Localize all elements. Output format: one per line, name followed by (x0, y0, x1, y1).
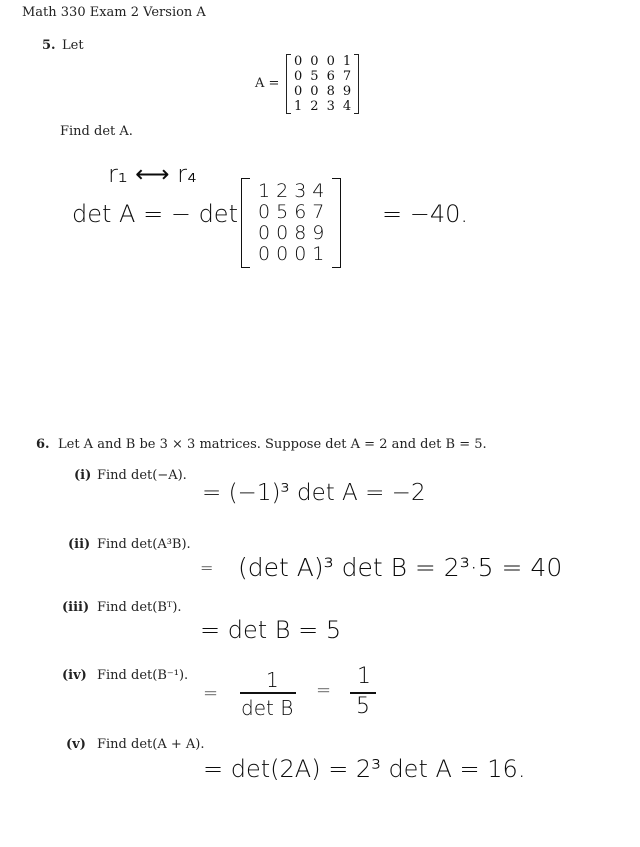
part-iii-answer: = det B = 5 (200, 616, 342, 644)
part-iii-question: Find det(Bᵀ). (97, 600, 182, 615)
handwritten-matrix-row (255, 223, 327, 244)
problem-6-intro: Let A and B be 3 × 3 matrices. Suppose det A = 2 and det B = 5. (58, 437, 487, 452)
part-i-label: (i) (74, 468, 92, 483)
part-ii-answer: (det A)³ det B = 2³·5 = 40 (238, 553, 563, 582)
matrix-a-label: A = (255, 76, 280, 91)
handwritten-matrix-entry: 5 (276, 201, 289, 223)
matrix-a-entry: 1 (342, 54, 352, 69)
matrix-a-entry: 3 (326, 99, 335, 114)
part-iv-numerator: 1 (266, 668, 279, 692)
matrix-a-entry: 1 (294, 99, 303, 114)
matrix-a-entry: 2 (310, 99, 319, 114)
handwritten-matrix-entry: 6 (294, 201, 307, 223)
part-iv-result-numerator: 1 (357, 664, 371, 689)
matrix-a-entry: 0 (326, 54, 335, 69)
row-swap-note: r₁ ⟷ r₄ (108, 160, 197, 188)
handwritten-matrix-entry: 3 (294, 180, 307, 202)
det-a-result: = −40. (382, 200, 469, 228)
part-ii-label: (ii) (68, 537, 91, 552)
matrix-a-entry: 0 (310, 54, 319, 69)
part-iv-equals: = (203, 683, 219, 704)
handwritten-matrix-entry: 4 (312, 180, 325, 202)
matrix-a-entry: 0 (310, 84, 319, 99)
handwritten-matrix-row (255, 244, 327, 265)
handwritten-matrix-entry: 1 (312, 243, 325, 265)
handwritten-matrix-entry: 0 (258, 243, 271, 265)
matrix-a-entry: 0 (294, 84, 303, 99)
handwritten-matrix-row (255, 181, 327, 202)
part-iv-result-denominator: 5 (356, 694, 370, 719)
handwritten-matrix-entry: 0 (258, 222, 271, 244)
handwritten-matrix-entry: 2 (276, 180, 289, 202)
part-v-question: Find det(A + A). (97, 737, 205, 752)
part-iv-question: Find det(B⁻¹). (97, 668, 189, 683)
handwritten-matrix-row (255, 202, 327, 223)
part-i-answer: = (−1)³ det A = −2 (202, 480, 426, 506)
part-ii-equals: = (200, 558, 214, 577)
matrix-a-row (290, 99, 355, 114)
matrix-a (286, 54, 359, 114)
matrix-a-entry: 8 (326, 84, 335, 99)
part-v-answer: = det(2A) = 2³ det A = 16. (203, 755, 526, 783)
problem-5-number: 5. (42, 38, 56, 53)
part-iii-label: (iii) (62, 600, 90, 615)
part-iv-label: (iv) (62, 668, 87, 683)
matrix-a-row (290, 84, 355, 99)
matrix-a-entry: 7 (342, 69, 352, 84)
matrix-a-row (290, 69, 355, 84)
matrix-a-row (290, 54, 355, 69)
matrix-a-entry: 0 (294, 54, 303, 69)
exam-header: Math 330 Exam 2 Version A (22, 5, 206, 20)
part-ii-question: Find det(A³B). (97, 537, 191, 552)
matrix-a-entry: 5 (310, 69, 319, 84)
matrix-a-entry: 6 (326, 69, 335, 84)
problem-5-intro: Let (62, 38, 84, 53)
part-iv-denominator: det B (241, 696, 294, 720)
part-i-question: Find det(−A). (97, 468, 187, 483)
handwritten-matrix-entry: 0 (258, 201, 271, 223)
handwritten-matrix-entry: 7 (312, 201, 325, 223)
handwritten-matrix (241, 178, 341, 268)
part-iv-fraction-bar (240, 692, 296, 694)
handwritten-matrix-entry: 0 (276, 243, 289, 265)
handwritten-matrix-entry: 1 (258, 180, 271, 202)
handwritten-matrix-entry: 8 (294, 222, 307, 244)
part-v-label: (v) (66, 737, 86, 752)
problem-6-number: 6. (36, 437, 50, 452)
matrix-a-entry: 0 (294, 69, 303, 84)
handwritten-matrix-entry: 0 (276, 222, 289, 244)
det-a-lhs: det A = − det (72, 200, 238, 228)
part-iv-equals-2: = (316, 680, 332, 701)
handwritten-matrix-entry: 9 (312, 222, 325, 244)
handwritten-matrix-entry: 0 (294, 243, 307, 265)
problem-5-question: Find det A. (60, 124, 133, 139)
matrix-a-entry: 9 (342, 84, 352, 99)
matrix-a-entry: 4 (342, 99, 352, 114)
